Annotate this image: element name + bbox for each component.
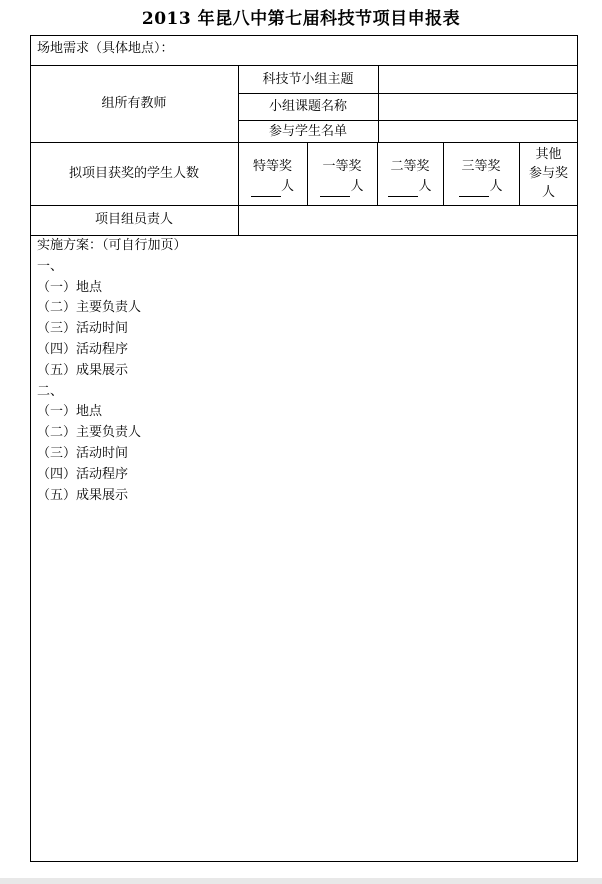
award-second-name: 二等奖 bbox=[390, 159, 430, 174]
award-other-line1: 其他 bbox=[535, 147, 562, 162]
theme-label: 科技节小组主题 bbox=[262, 72, 354, 87]
plan-line: （五）成果展示 bbox=[37, 487, 129, 503]
plan-line: （五）成果展示 bbox=[37, 362, 129, 378]
plan-heading: 实施方案：（可自行加页） bbox=[37, 238, 187, 253]
teachers-label: 组所有教师 bbox=[101, 96, 167, 111]
award-special-name: 特等奖 bbox=[252, 159, 292, 174]
plan-line: （三）活动时间 bbox=[37, 445, 129, 461]
award-second-count[interactable] bbox=[377, 177, 443, 197]
award-special bbox=[238, 157, 307, 197]
form-title: 2013 年昆八中第七届科技节项目申报表 bbox=[141, 9, 461, 29]
plan-line: （三）活动时间 bbox=[37, 321, 129, 337]
row-divider bbox=[30, 142, 578, 143]
implementation-plan[interactable] bbox=[37, 236, 187, 506]
plan-line: （二）主要负责人 bbox=[37, 425, 142, 441]
award-first bbox=[307, 157, 377, 197]
award-third-count[interactable] bbox=[443, 177, 519, 197]
topic-name-value[interactable] bbox=[380, 99, 576, 115]
student-list-label: 参与学生名单 bbox=[268, 124, 347, 139]
plan-line: 一、 bbox=[37, 258, 64, 274]
award-other bbox=[519, 145, 578, 202]
award-second bbox=[377, 157, 443, 197]
award-first-count[interactable] bbox=[307, 177, 377, 197]
theme-value[interactable] bbox=[380, 72, 576, 88]
award-third-unit: 人 bbox=[489, 179, 503, 194]
award-special-count[interactable] bbox=[238, 177, 307, 197]
plan-line: （一）地点 bbox=[37, 404, 103, 420]
award-first-name: 一等奖 bbox=[322, 159, 362, 174]
row-divider bbox=[30, 205, 578, 206]
award-other-line3: 人 bbox=[541, 185, 555, 200]
plan-line: （四）活动程序 bbox=[37, 341, 129, 357]
award-third bbox=[443, 157, 519, 197]
student-list-value[interactable] bbox=[380, 124, 576, 140]
awards-label: 拟项目获奖的学生人数 bbox=[68, 166, 199, 181]
award-second-unit: 人 bbox=[418, 179, 432, 194]
venue-label: 场地需求（具体地点）： bbox=[37, 41, 174, 56]
award-other-line2: 参与奖 bbox=[528, 166, 568, 181]
award-first-unit: 人 bbox=[350, 179, 364, 194]
row-divider bbox=[238, 120, 578, 121]
topic-name-label: 小组课题名称 bbox=[268, 99, 347, 114]
column-divider bbox=[378, 65, 379, 142]
plan-line: （二）主要负责人 bbox=[37, 300, 142, 316]
row-divider bbox=[30, 65, 578, 66]
leader-label: 项目组员责人 bbox=[94, 212, 173, 227]
award-third-name: 三等奖 bbox=[461, 159, 501, 174]
leader-value[interactable] bbox=[241, 212, 575, 228]
award-special-unit: 人 bbox=[280, 179, 294, 194]
column-divider bbox=[238, 65, 239, 235]
row-divider bbox=[238, 93, 578, 94]
plan-line: （四）活动程序 bbox=[37, 466, 129, 482]
page-bottom-bar bbox=[0, 878, 602, 884]
plan-line: 二、 bbox=[37, 383, 64, 399]
plan-line: （一）地点 bbox=[37, 279, 103, 295]
